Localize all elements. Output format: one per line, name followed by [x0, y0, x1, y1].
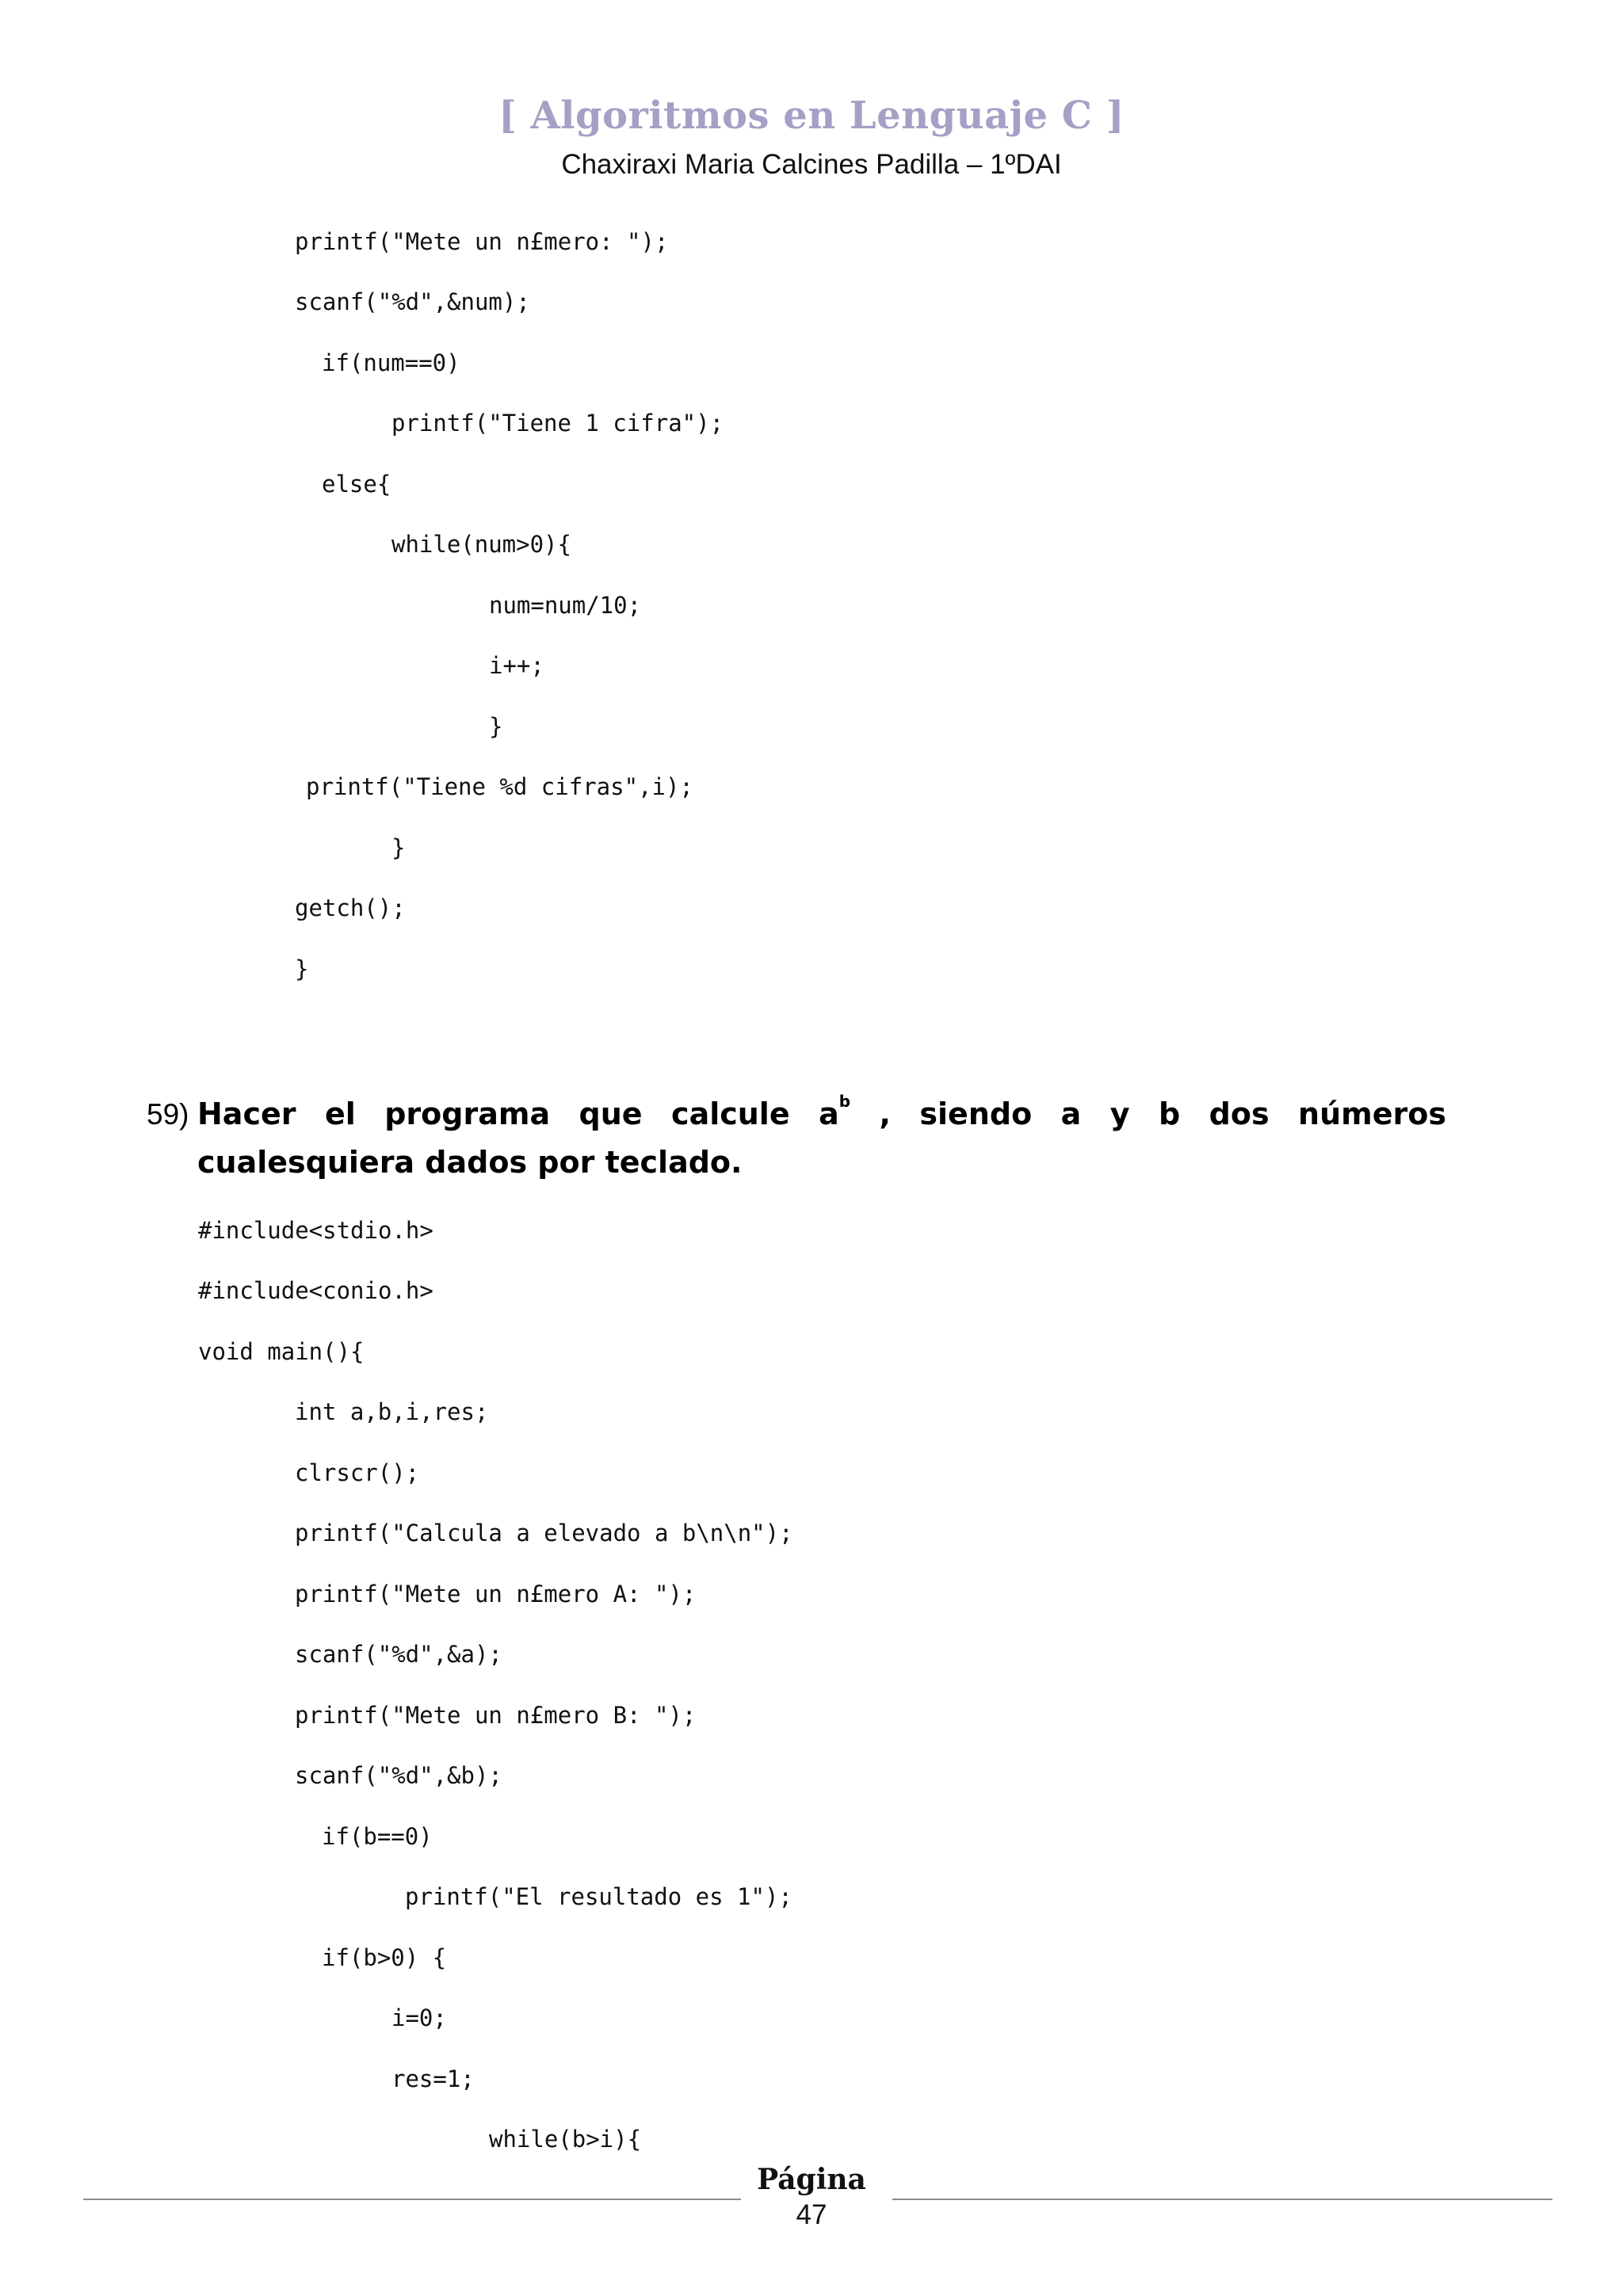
code-line: res=1; — [391, 2065, 475, 2092]
exercise-question — [147, 1090, 1446, 1187]
code-line: #include<conio.h> — [198, 1277, 433, 1304]
document-author: Chaxiraxi Maria Calcines Padilla – 1ºDAI — [561, 149, 1062, 180]
code-line: printf("Tiene %d cifras",i); — [306, 773, 693, 800]
code-line: printf("Calcula a elevado a b\n\n"); — [295, 1520, 793, 1547]
code-line: i=0; — [391, 2004, 447, 2031]
code-line: printf("Mete un n£mero B: "); — [295, 1702, 697, 1729]
code-line: #include<stdio.h> — [198, 1217, 433, 1244]
code-line: void main(){ — [198, 1338, 365, 1365]
code-line: printf("Mete un n£mero: "); — [295, 228, 669, 255]
exercise-statement — [197, 1090, 1446, 1187]
code-line: i++; — [489, 652, 544, 679]
code-line: while(b>i){ — [489, 2126, 642, 2153]
exercise-statement-part: Hacer el programa que calcule a — [197, 1097, 839, 1131]
code-line: } — [295, 955, 309, 982]
code-line: printf("El resultado es 1"); — [405, 1883, 792, 1910]
exercise-number: 59) — [147, 1098, 189, 1131]
code-line: printf("Mete un n£mero A: "); — [295, 1581, 697, 1608]
code-line: } — [489, 713, 503, 740]
code-line: if(b==0) — [322, 1823, 433, 1850]
code-line: scanf("%d",&b); — [295, 1762, 502, 1789]
code-line: } — [391, 834, 406, 861]
code-line: scanf("%d",&a); — [295, 1641, 502, 1668]
code-line: if(b>0) { — [322, 1944, 447, 1971]
code-line: num=num/10; — [489, 592, 642, 619]
footer-page-number: 47 — [796, 2199, 827, 2230]
code-line: getch(); — [295, 894, 406, 921]
code-line: clrscr(); — [295, 1459, 420, 1486]
code-line: printf("Tiene 1 cifra"); — [391, 410, 724, 437]
code-line: int a,b,i,res; — [295, 1398, 489, 1425]
code-line: if(num==0) — [322, 349, 460, 376]
document-title: [ Algoritmos en Lenguaje C ] — [498, 93, 1125, 138]
code-line: scanf("%d",&num); — [295, 288, 530, 315]
exercise-statement-part: , siendo a y b dos números cualesquiera dados por teclado. — [197, 1097, 1446, 1180]
footer-page-label: Página — [757, 2163, 866, 2196]
exponent: b — [838, 1092, 851, 1111]
code-line: else{ — [322, 471, 391, 498]
code-line: while(num>0){ — [391, 531, 571, 558]
